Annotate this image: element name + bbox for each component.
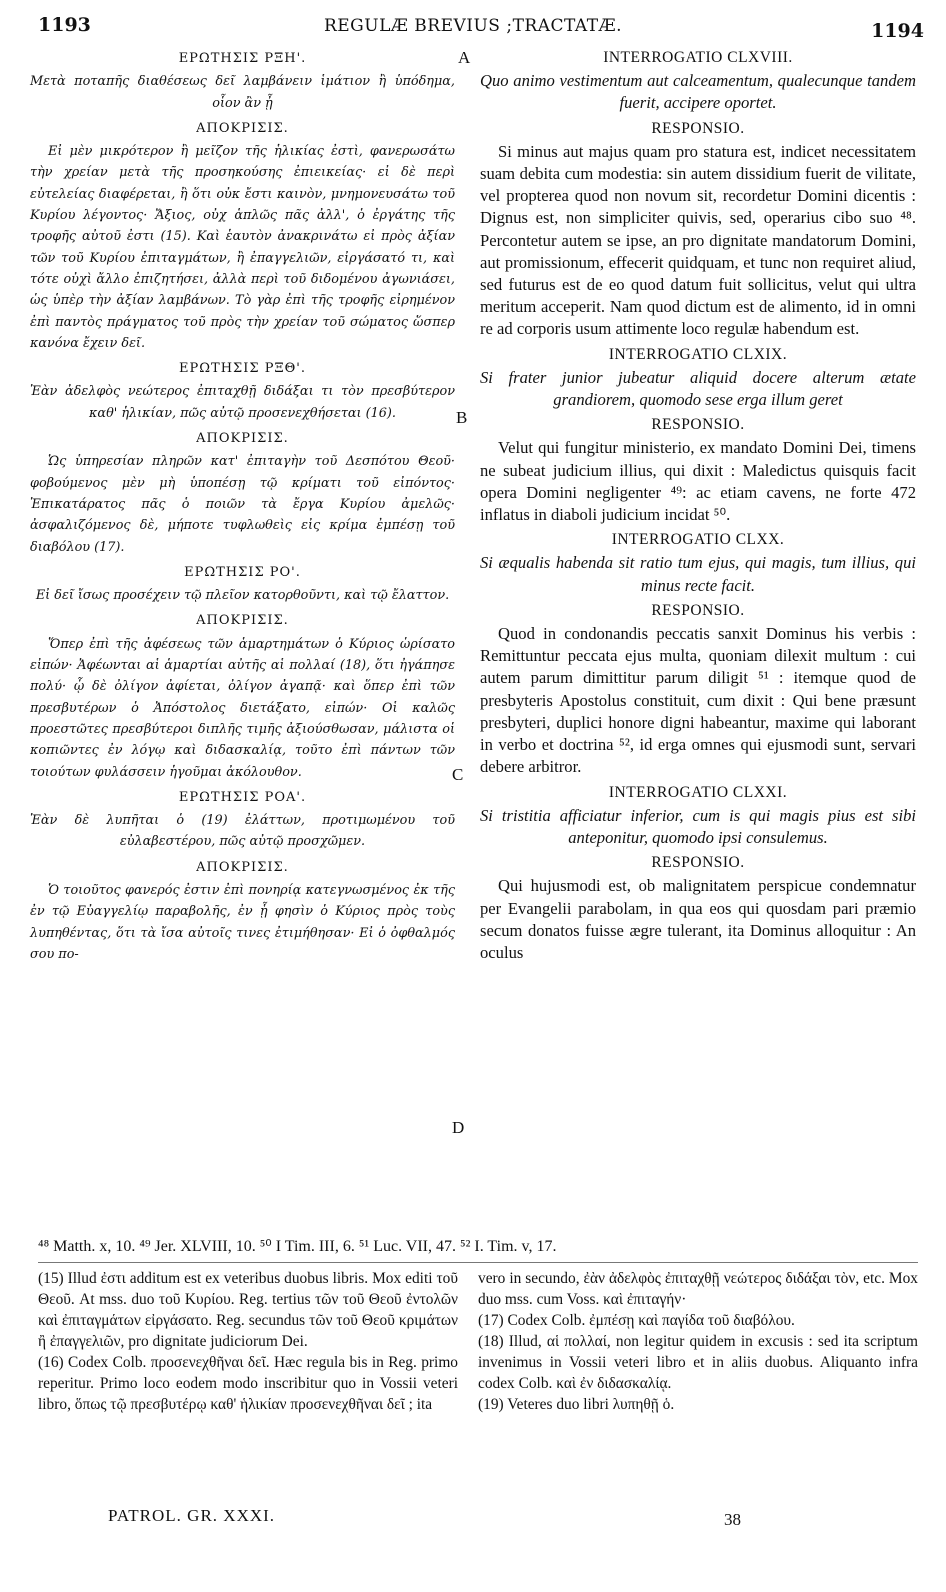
section-heading: ΑΠΟΚΡΙΣΙΣ. — [196, 120, 289, 136]
section-heading: RESPONSIO. — [651, 854, 745, 872]
margin-marker-d: D — [452, 1118, 465, 1137]
question-text: Si frater junior jubeatur aliquid docere alterum ætate grandiorem, quomodo sese erga illum geret — [480, 367, 916, 410]
section-heading: ΑΠΟΚΡΙΣΙΣ. — [196, 431, 289, 447]
margin-marker-b: B — [456, 408, 468, 427]
running-header — [0, 14, 946, 44]
question-text: Εἰ δεῖ ἴσως προσέχειν τῷ πλεῖον κατορθοῦντι, καὶ τῷ ἔλαττον. — [35, 588, 450, 604]
margin-marker-c: C — [452, 765, 464, 784]
section-heading: ΕΡΩΤΗΣΙΣ ΡΞΗ'. — [178, 51, 307, 66]
section-heading: INTERROGATIO CLXIX. — [608, 345, 788, 363]
answer-paragraph: Qui hujusmodi est, ob malignitatem perspicue condemnatur per Evangelii parabolam, in qua eos qui quosdam pari præmio secum donatos fuisse ægre tulerant, ita Dominus alloquitur : An oculus — [480, 876, 916, 962]
page-number: 38 — [724, 1510, 741, 1529]
footnote: vero in secundo, ἐὰν ἀδελφὸς ἐπιταχθῇ νεώτερος διδάξαι τὸν, etc. Mox duo mss. cum Voss. καὶ ἐπιταγήν· — [478, 1270, 918, 1308]
footnote: (15) Illud ἐστι additum est ex veteribus duobus libris. Mox editi τοῦ Θεοῦ. At mss. duo τοῦ Κυρίου. Reg. tertius τῶν τοῦ Θεοῦ ἐντολῶν καὶ ἐπιταγμάτων εἰργάσατο. Reg. secundus τῶν τοῦ Θεοῦ κριμάτων ἢ ἐπαγγελιῶν, pro dignitate judiciorum Dei. — [38, 1270, 458, 1350]
answer-paragraph: Ὅπερ ἐπὶ τῆς ἀφέσεως τῶν ἁμαρτημάτων ὁ Κύριος ὡρίσατο εἰπών· Ἀφέωνται αἱ ἁμαρτίαι αὐτῆς αἱ πολλαί (18), ὅτι ἠγάπησε πολύ· ᾧ δὲ ὀλίγον ἀφίεται, ὀλίγον ἀγαπᾷ· καὶ ὅπερ ἐπὶ τῶν πρεσβυτέρων ὁ Ἀπόστολος διετάξατο, εἰπών· Οἱ καλῶς προεστῶτες πρεσβύτεροι διπλῆς τιμῆς ἀξιούσθωσαν, μάλιστα οἱ κοπιῶντες ἐν λόγῳ καὶ διδασκαλίᾳ, τοῦτο ἐπὶ πάντων τῶν τοιούτων φυλάσσειν ἡγοῦμαι ἀκόλουθον. — [30, 636, 455, 780]
question-text: Si tristitia afficiatur inferior, cum is qui magis pius est sibi anteponitur, quomodo ipsi consulemus. — [480, 805, 916, 847]
latin-column — [480, 44, 916, 964]
question-text: Ἐὰν ἀδελφὸς νεώτερος ἐπιταχθῇ διδάξαι τι τὸν πρεσβύτερον καθ' ἡλικίαν, πῶς αὐτῷ προσενεχθήσεται (16). — [30, 384, 455, 421]
footnote: (17) Codex Colb. ἐμπέσῃ καὶ παγίδα τοῦ διαβόλου. — [478, 1312, 795, 1329]
question-text: Ἐὰν δὲ λυπῆται ὁ (19) ἐλάττων, προτιμωμένου τοῦ εὐλαβεστέρου, πῶς αὐτῷ προσχῶμεν. — [30, 813, 455, 850]
answer-paragraph: Ὡς ὑπηρεσίαν πληρῶν κατ' ἐπιταγὴν τοῦ Δεσπότου Θεοῦ· φοβούμενος μὲν μὴ ὑποπέσῃ τῷ κρίματι τοῦ εἰπόντος· Ἐπικατάρατος πᾶς ὁ ποιῶν τὰ ἔργα Κυρίου ἀμελῶς· ἀσφαλιζόμενος δὲ, μήποτε τυφλωθεὶς εἰς κρίμα ἐμπέσῃ τοῦ διαβόλου (17). — [30, 454, 455, 555]
right-column-number: 1194 — [871, 20, 924, 42]
margin-marker-a: A — [458, 48, 471, 67]
section-heading: ΑΠΟΚΡΙΣΙΣ. — [196, 859, 289, 875]
question-text: Si æqualis habenda sit ratio tum ejus, qui magis, tum illius, qui minus recte facit. — [480, 553, 916, 595]
section-heading: INTERROGATIO CLXVIII. — [603, 49, 793, 66]
answer-paragraph: Velut qui fungitur ministerio, ex mandato Domini Dei, timens ne subeat judicium illius, qui dixit : Maledictus quisquis facit opera Domini negligenter ⁴⁹: ac etiam cavens, ne forte 472 inflatus in diaboli judicium incidat ⁵⁰. — [480, 438, 916, 525]
section-heading: ΕΡΩΤΗΣΙΣ ΡΟΑ'. — [178, 789, 307, 805]
footnote: (19) Veteres duo libri λυπηθῇ ὁ. — [478, 1396, 675, 1413]
signature-mark: PATROL. GR. XXXI. — [108, 1506, 276, 1525]
greek-column — [30, 44, 455, 965]
section-heading: ΑΠΟΚΡΙΣΙΣ. — [196, 613, 289, 629]
scripture-references: ⁴⁸ Matth. x, 10. ⁴⁹ Jer. XLVIII, 10. ⁵⁰ I Tim. III, 6. ⁵¹ Luc. VII, 47. ⁵² I. Tim. v, 17. — [38, 1238, 557, 1255]
answer-paragraph: Si minus aut majus quam pro statura est, indicet necessitatem suam debita cum modestia: sin autem dissidium fuerit de vilitate, vel propterea quod non novum sit, recordetur Domini dicentis : Dignus est, non simpliciter quivis, sed, operarius cibo suo ⁴⁸. Percontetur autem se ipse, an pro dignitate mandatorum Domini, aut promissionum, effecerit quidquam, et tunc non requiret aliud, sed futurus est de eo quod datum fuit sollicitus, velut qui ultra meritum acceperit. Nam quod dictum est de alimento, id in omni re ad corporis usum attimente loco regulæ habendum est. — [480, 141, 916, 339]
question-text: Μετὰ ποταπῆς διαθέσεως δεῖ λαμβάνειν ἱμάτιον ἢ ὑπόδημα, οἷον ἂν ᾖ — [30, 74, 455, 111]
section-heading: INTERROGATIO CLXX. — [611, 531, 785, 549]
section-heading: ΕΡΩΤΗΣΙΣ ΡΟ'. — [184, 564, 301, 580]
footnote: (18) Illud, αἱ πολλαί, non legitur quidem in excusis : sed ita scriptum invenimus in Vossii veteri libro et in aliis duobus. Aliquanto infra codex Colb. καὶ ἐν διδασκαλίᾳ. — [478, 1333, 918, 1392]
footnote-divider — [38, 1262, 918, 1263]
section-heading: RESPONSIO. — [651, 601, 745, 619]
answer-paragraph: Quod in condonandis peccatis sanxit Dominus his verbis : Remittuntur peccata ejus multa, quoniam dilexit multum : cui autem parum dimittitur parum diligit ⁵¹ : itemque quod de presbyteris Apostolus constituit, cum dixit : Qui bene præsunt presbyteri, duplici honore digni habeantur, maxime qui laborant in verbo et doctrina ⁵², id erga omnes qui ejusmodi sunt, servari debere arbitror. — [480, 624, 916, 777]
footnote: (16) Codex Colb. προσενεχθῆναι δεῖ. Hæc regula bis in Reg. primo reperitur. Primo loco eodem modo inscribitur quo in Vossii veteri libro, ὅπως τῷ πρεσβυτέρῳ καθ' ἡλικίαν προσενεχθῆναι δεῖ ; ita — [38, 1354, 458, 1413]
section-heading: INTERROGATIO CLXXI. — [608, 783, 788, 801]
section-heading: RESPONSIO. — [651, 119, 745, 137]
question-text: Quo animo vestimentum aut calceamentum, qualecunque tandem fuerit, accipere oportet. — [480, 71, 916, 113]
section-heading: ΕΡΩΤΗΣΙΣ ΡΞΘ'. — [179, 361, 306, 377]
running-title: REGULÆ BREVIUS ;TRACTATÆ. — [323, 16, 623, 36]
answer-paragraph: Εἰ μὲν μικρότερον ἢ μεῖζον τῆς ἡλικίας ἐστὶ, φανερωσάτω τὴν χρείαν μετὰ τῆς προσηκούσης ἐπιεικείας· εἰ δὲ περὶ εὐτελείας διαφέρεται, ἢ ὅτι οὐκ ἔστι καινὸν, μνημονευσάτω τοῦ Κυρίου λέγοντος· Ἄξιος, οὐχ ἁπλῶς πᾶς ἀλλ', ὁ ἐργάτης τῆς τροφῆς αὐτοῦ ἐστι (15). Καὶ ἑαυτὸν ἀνακρινάτω εἰ πρὸς ἀξίαν τῶν τοῦ Κυρίου ἐπιταγμάτων, ἢ ἐπαγγελιῶν, εἰργάσατό τι, καὶ τότε οὐχὶ ἄλλο ἐπιζητήσει, ἀλλὰ περὶ τοῦ διδομένου ἀγωνιάσει, ὡς ὑπὲρ τὴν ἀξίαν λαμβάνων. Τὸ γὰρ ἐπὶ τῆς τροφῆς εἰρημένον ἐπὶ παντὸς πράγματος τοῦ πρὸς τὴν χρείαν τοῦ σώματος ὥσπερ κανόνα ἔχειν δεῖ. — [30, 144, 455, 351]
footnotes-left — [38, 1268, 458, 1415]
left-column-number: 1193 — [38, 14, 91, 36]
answer-paragraph: Ὁ τοιοῦτος φανερός ἐστιν ἐπὶ πονηρίᾳ κατεγνωσμένος ἐκ τῆς ἐν τῷ Εὐαγγελίῳ παραβολῆς, ἐν ᾗ φησὶν ὁ Κύριος πρὸς τοὺς λυπηθέντας, ὅτι τὰ ἴσα αὐτοῖς τινες ἐτιμήθησαν· Εἰ ὁ ὀφθαλμός σου πο- — [30, 882, 455, 962]
footnotes-right — [478, 1268, 918, 1415]
section-heading: RESPONSIO. — [651, 416, 745, 434]
